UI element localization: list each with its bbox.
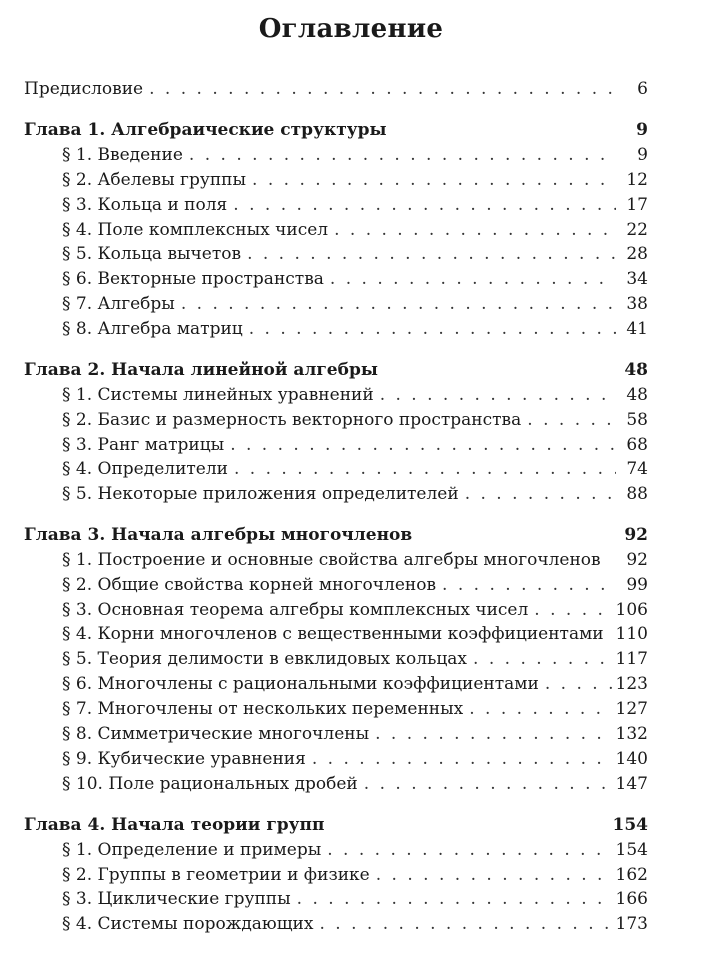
toc-page-number: 12 bbox=[626, 170, 648, 190]
dot-leader bbox=[442, 573, 616, 597]
toc-section[interactable] bbox=[62, 598, 648, 622]
dot-leader bbox=[375, 722, 611, 746]
toc-section[interactable] bbox=[62, 912, 648, 936]
toc-section-label: § 1. Построение и основные свойства алгебры многочленов bbox=[62, 550, 601, 570]
toc-page-number: 9 bbox=[637, 145, 648, 165]
dot-leader bbox=[247, 242, 616, 266]
toc-page-number: 92 bbox=[624, 525, 648, 545]
toc-chapter-4[interactable] bbox=[24, 813, 648, 837]
dot-leader bbox=[230, 433, 616, 457]
toc-page-number: 38 bbox=[626, 294, 648, 314]
dot-leader bbox=[233, 193, 616, 217]
toc-section-label: § 10. Поле рациональных дробей bbox=[62, 774, 358, 794]
dot-leader bbox=[330, 267, 616, 291]
dot-leader bbox=[469, 697, 611, 721]
toc-section-label: § 1. Определение и примеры bbox=[62, 840, 322, 860]
toc-section-label: § 2. Абелевы группы bbox=[62, 170, 247, 190]
toc-section[interactable] bbox=[62, 722, 648, 746]
toc-section-label: § 3. Кольца и поля bbox=[62, 195, 228, 215]
toc-page-number: 58 bbox=[626, 410, 648, 430]
toc-page-number: 74 bbox=[626, 459, 648, 479]
dot-leader bbox=[297, 887, 612, 911]
toc-section-label: § 5. Некоторые приложения определителей bbox=[62, 484, 459, 504]
toc-section[interactable] bbox=[62, 383, 648, 407]
toc-page-number: 41 bbox=[626, 319, 648, 339]
toc-page-number: 162 bbox=[615, 865, 648, 885]
toc-section-label: § 9. Кубические уравнения bbox=[62, 749, 306, 769]
dot-leader bbox=[249, 317, 616, 341]
toc-section[interactable] bbox=[62, 548, 648, 572]
toc-section[interactable] bbox=[62, 697, 648, 721]
dot-leader bbox=[534, 598, 611, 622]
dot-leader bbox=[465, 482, 616, 506]
toc-section[interactable] bbox=[62, 218, 648, 242]
dot-leader bbox=[312, 747, 612, 771]
toc-page-number: 68 bbox=[626, 435, 648, 455]
toc-section[interactable] bbox=[62, 143, 648, 167]
toc-section[interactable] bbox=[62, 772, 648, 796]
toc-section-label: § 5. Теория делимости в евклидовых кольцах bbox=[62, 649, 468, 669]
toc-section-label: § 3. Ранг матрицы bbox=[62, 435, 225, 455]
toc-page-number: 22 bbox=[626, 220, 648, 240]
dot-leader bbox=[473, 647, 612, 671]
toc-chapter-3[interactable] bbox=[24, 523, 648, 547]
dot-leader bbox=[252, 168, 616, 192]
toc-page-number: 127 bbox=[615, 699, 648, 719]
toc-page-number: 106 bbox=[615, 600, 648, 620]
toc-page-number: 48 bbox=[626, 385, 648, 405]
toc-section-label: § 7. Алгебры bbox=[62, 294, 175, 314]
dot-leader bbox=[189, 143, 616, 167]
dot-leader bbox=[234, 457, 616, 481]
toc-section[interactable] bbox=[62, 242, 648, 266]
dot-leader bbox=[327, 838, 611, 862]
toc-section-label: § 3. Основная теорема алгебры комплексных чисел bbox=[62, 600, 529, 620]
toc-section[interactable] bbox=[62, 838, 648, 862]
toc-page-number: 28 bbox=[626, 244, 648, 264]
toc-section-label: § 1. Введение bbox=[62, 145, 183, 165]
dot-leader bbox=[319, 912, 611, 936]
toc-section[interactable] bbox=[62, 482, 648, 506]
toc-page-number: 92 bbox=[626, 550, 648, 570]
toc-chapter-label: Глава 2. Начала линейной алгебры bbox=[24, 360, 378, 380]
toc-section-label: § 4. Корни многочленов с вещественными коэффициентами bbox=[62, 624, 604, 644]
toc-section[interactable] bbox=[62, 647, 648, 671]
toc-page-number: 154 bbox=[612, 815, 648, 835]
toc-section-label: § 4. Системы порождающих bbox=[62, 914, 314, 934]
toc-page-number: 154 bbox=[615, 840, 648, 860]
toc-entry-label: Предисловие bbox=[24, 79, 144, 99]
toc-section-label: § 7. Многочлены от нескольких переменных bbox=[62, 699, 464, 719]
toc-entry-preface[interactable] bbox=[24, 77, 648, 101]
toc-page-number: 147 bbox=[615, 774, 648, 794]
toc-section-label: § 8. Симметрические многочлены bbox=[62, 724, 370, 744]
toc-section-label: § 6. Многочлены с рациональными коэффициентами bbox=[62, 674, 539, 694]
toc-chapter-label: Глава 3. Начала алгебры многочленов bbox=[24, 525, 413, 545]
dot-leader bbox=[364, 772, 612, 796]
toc-page-number: 34 bbox=[626, 269, 648, 289]
toc-section[interactable] bbox=[62, 887, 648, 911]
toc-section-label: § 2. Общие свойства корней многочленов bbox=[62, 575, 437, 595]
dot-leader bbox=[545, 672, 612, 696]
dot-leader bbox=[376, 863, 612, 887]
toc-section-label: § 4. Определители bbox=[62, 459, 228, 479]
toc-section[interactable] bbox=[62, 573, 648, 597]
toc-page-number: 123 bbox=[615, 674, 648, 694]
dot-leader bbox=[334, 218, 616, 242]
toc-chapter-2[interactable] bbox=[24, 358, 648, 382]
toc-chapter-1[interactable] bbox=[24, 118, 648, 142]
toc-section[interactable] bbox=[62, 433, 648, 457]
toc-page-number: 132 bbox=[615, 724, 648, 744]
toc-section[interactable] bbox=[62, 168, 648, 192]
toc-section[interactable] bbox=[62, 292, 648, 316]
toc-page-number: 140 bbox=[615, 749, 648, 769]
page-title: Оглавление bbox=[258, 14, 444, 44]
toc-section-label: § 1. Системы линейных уравнений bbox=[62, 385, 374, 405]
toc-section-label: § 6. Векторные пространства bbox=[62, 269, 324, 289]
toc-page-number: 48 bbox=[624, 360, 648, 380]
toc-page-number: 9 bbox=[636, 120, 648, 140]
toc-section-label: § 2. Базис и размерность векторного пространства bbox=[62, 410, 522, 430]
toc-chapter-label: Глава 4. Начала теории групп bbox=[24, 815, 325, 835]
toc-chapter-label: Глава 1. Алгебраические структуры bbox=[24, 120, 387, 140]
toc-page-number: 110 bbox=[615, 624, 648, 644]
toc-page-number: 17 bbox=[626, 195, 648, 215]
toc-section[interactable] bbox=[62, 672, 648, 696]
toc-section[interactable] bbox=[62, 193, 648, 217]
toc-page-number: 99 bbox=[626, 575, 648, 595]
toc-section-label: § 8. Алгебра матриц bbox=[62, 319, 243, 339]
toc-page-number: 173 bbox=[615, 914, 648, 934]
toc-section-label: § 2. Группы в геометрии и физике bbox=[62, 865, 370, 885]
toc-page-number: 166 bbox=[615, 889, 648, 909]
dot-leader bbox=[181, 292, 616, 316]
dot-leader bbox=[380, 383, 616, 407]
toc-section-label: § 4. Поле комплексных чисел bbox=[62, 220, 329, 240]
toc-section[interactable] bbox=[62, 408, 648, 432]
dot-leader bbox=[527, 408, 616, 432]
toc-section[interactable] bbox=[62, 863, 648, 887]
toc-page-number: 88 bbox=[626, 484, 648, 504]
toc-section[interactable] bbox=[62, 622, 648, 646]
toc-section-label: § 5. Кольца вычетов bbox=[62, 244, 242, 264]
toc-page-number: 6 bbox=[637, 79, 648, 99]
dot-leader bbox=[149, 77, 616, 101]
toc-section[interactable] bbox=[62, 317, 648, 341]
toc-section[interactable] bbox=[62, 457, 648, 481]
toc-section-label: § 3. Циклические группы bbox=[62, 889, 291, 909]
toc-page-number: 117 bbox=[615, 649, 648, 669]
toc-section[interactable] bbox=[62, 267, 648, 291]
toc-section[interactable] bbox=[62, 747, 648, 771]
